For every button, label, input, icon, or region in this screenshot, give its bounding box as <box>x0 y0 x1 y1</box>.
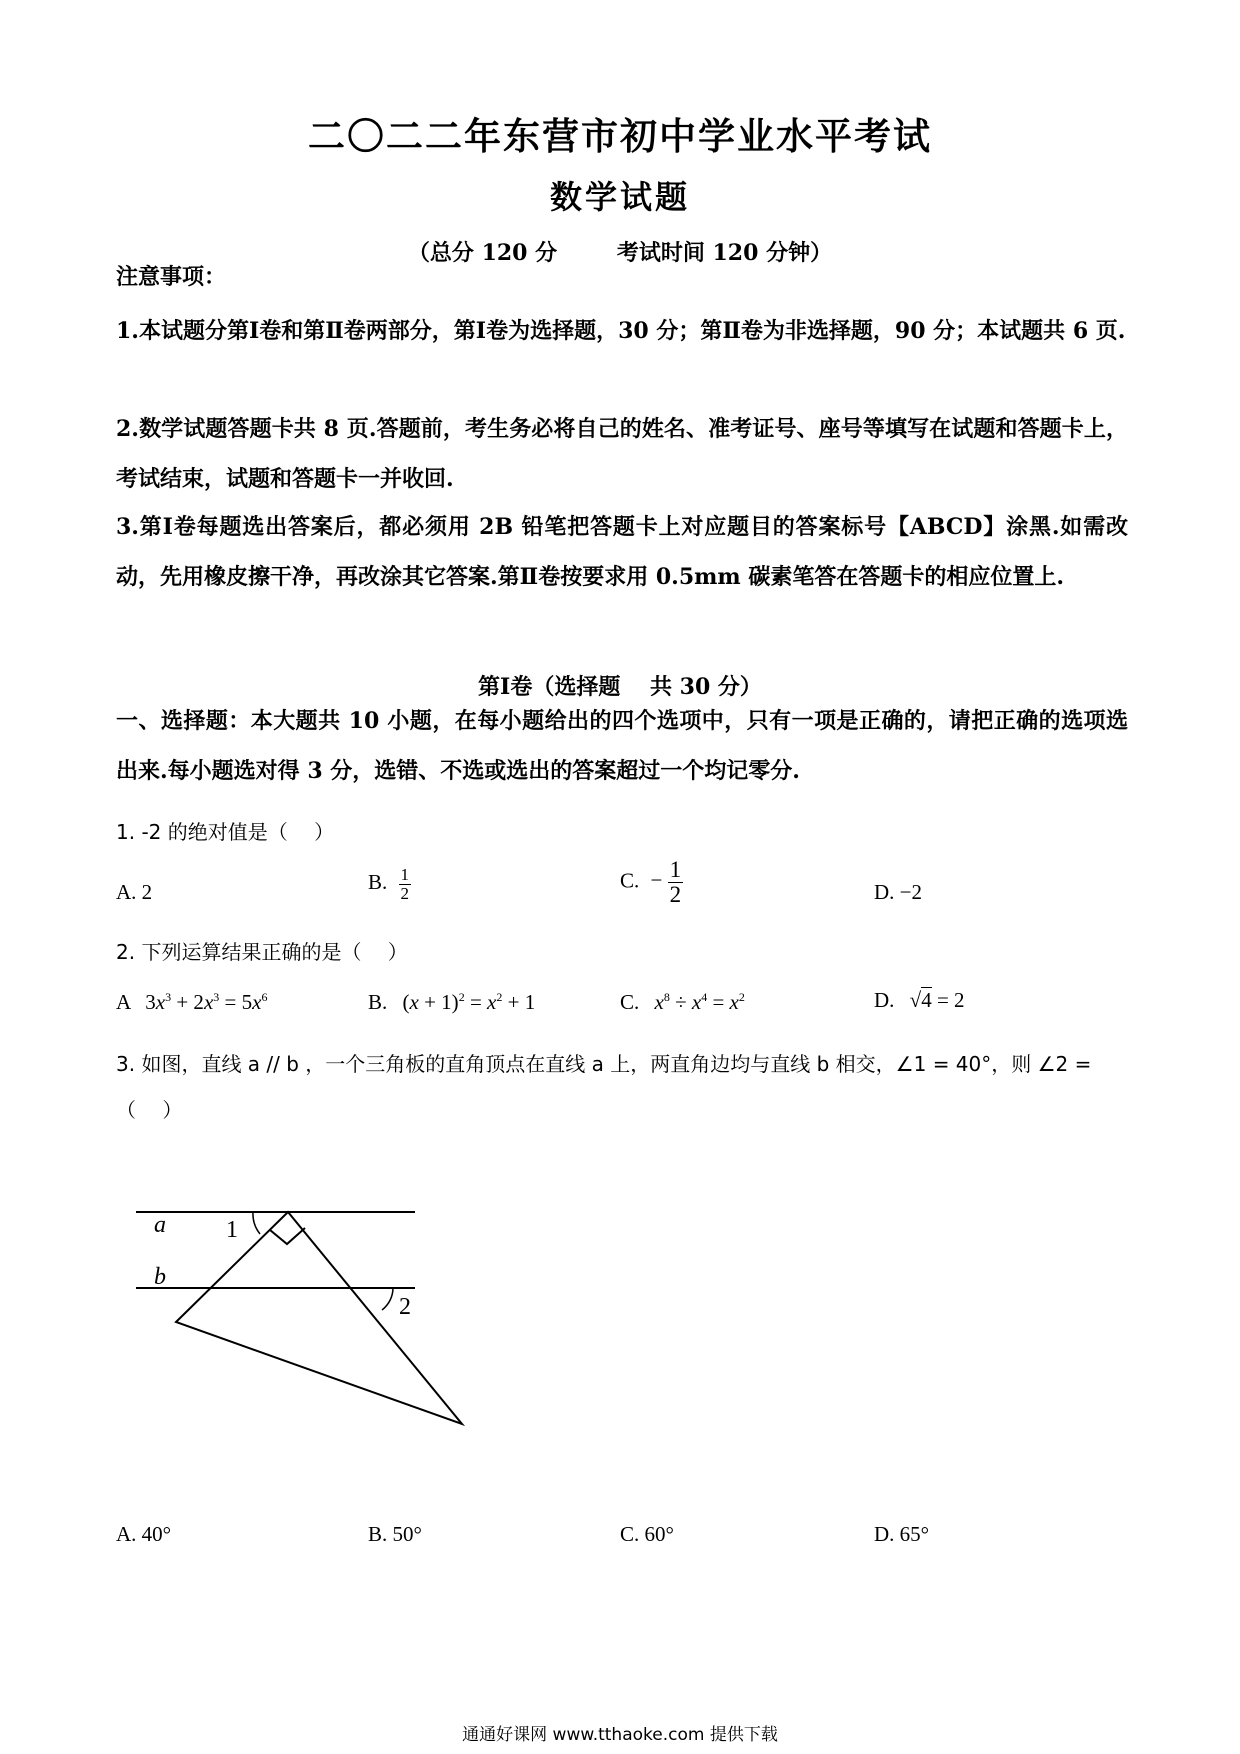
q2-option-c-label: C. <box>620 990 640 1014</box>
notice-item-1: 1.本试题分第Ⅰ卷和第Ⅱ卷两部分，第Ⅰ卷为选择题，30 分；第Ⅱ卷为非选择题，90 分；本试题共 6 页. <box>116 318 1126 344</box>
label-b: b <box>154 1264 166 1290</box>
angle-2-arc <box>382 1288 393 1310</box>
section-title: 第Ⅰ卷（选择题 共 30 分） <box>478 674 762 700</box>
q2-option-c: C. $x^8 \div x^4 = x^2$ <box>620 990 745 1014</box>
q2-option-d: D. √4 = 2 <box>874 988 965 1012</box>
exam-time: 考试时间 120 分钟） <box>616 240 833 266</box>
q1-option-b-fraction <box>399 866 412 903</box>
q3-option-c: C. 60° <box>620 1522 674 1546</box>
q1-option-c <box>620 858 683 907</box>
exam-title: 二〇二二年东营市初中学业水平考试 <box>308 114 932 158</box>
notice-item-2: 2.数学试题答题卡共 8 页.答题前，考生务必将自己的姓名、准考证号、座号等填写在试题和答题卡上，考试结束，试题和答题卡一并收回. <box>116 416 1128 492</box>
fraction-numerator: 1 <box>400 865 410 884</box>
subject-title: 数学试题 <box>549 178 690 216</box>
label-a: a <box>154 1212 166 1238</box>
q2-option-d-label: D. <box>874 988 895 1012</box>
q1-option-c-fraction <box>668 858 684 907</box>
notice-heading: 注意事项： <box>116 264 227 290</box>
label-angle-1: 1 <box>226 1217 238 1243</box>
label-angle-2: 2 <box>399 1294 411 1320</box>
fraction-numerator: 1 <box>669 857 682 882</box>
q1-option-c-label: C. <box>620 868 640 893</box>
question-3-figure <box>120 1190 480 1450</box>
q1-option-b-label: B. <box>368 870 388 895</box>
q3-option-d: D. 65° <box>874 1522 930 1546</box>
notice-item-3: 3.第Ⅰ卷每题选出答案后，都必须用 2B 铅笔把答题卡上对应题目的答案标号【ABCD】涂黑.如需改动，先用橡皮擦干净，再改涂其它答案.第Ⅱ卷按要求用 0.5mm 碳素笔答在答题卡的相应位置上. <box>116 514 1128 590</box>
right-angle-mark <box>270 1228 305 1244</box>
question-1-stem: 1. -2 的绝对值是（ ） <box>116 820 335 844</box>
q1-option-a: A. 2 <box>116 880 153 904</box>
footer-watermark: 通通好课网 www.tthaoke.com 提供下载 <box>462 1725 778 1745</box>
q1-option-c-sign: − <box>650 868 663 893</box>
q1-option-d: D. −2 <box>874 880 923 904</box>
q3-option-b: B. 50° <box>368 1522 422 1546</box>
question-2-stem: 2. 下列运算结果正确的是（ ） <box>116 940 408 964</box>
question-3-stem-paren: （ ） <box>116 1098 183 1122</box>
fraction-denominator: 2 <box>400 883 410 903</box>
q2-option-a: A $3x^3 + 2x^3 = 5x^6$ <box>116 990 268 1014</box>
q3-option-a: A. 40° <box>116 1522 172 1546</box>
question-3-stem: 3. 如图，直线 a // b ，一个三角板的直角顶点在直线 a 上，两直角边均与直线 b 相交，∠1 = 40°，则 ∠2 = <box>116 1052 1092 1076</box>
q2-option-b-label: B. <box>368 990 388 1014</box>
q1-option-b <box>368 866 411 903</box>
total-score: （总分 120 分 <box>407 240 558 266</box>
angle-1-arc <box>253 1212 260 1234</box>
fraction-denominator: 2 <box>669 882 682 908</box>
q2-option-b: B. $(x + 1)^2 = x^2 + 1$ <box>368 990 536 1014</box>
section-instructions: 一、选择题：本大题共 10 小题，在每小题给出的四个选项中，只有一项是正确的，请把正确的选项选出来.每小题选对得 3 分，选错、不选或选出的答案超过一个均记零分. <box>116 708 1128 784</box>
set-square <box>176 1212 462 1424</box>
q2-option-a-label: A <box>116 990 131 1014</box>
